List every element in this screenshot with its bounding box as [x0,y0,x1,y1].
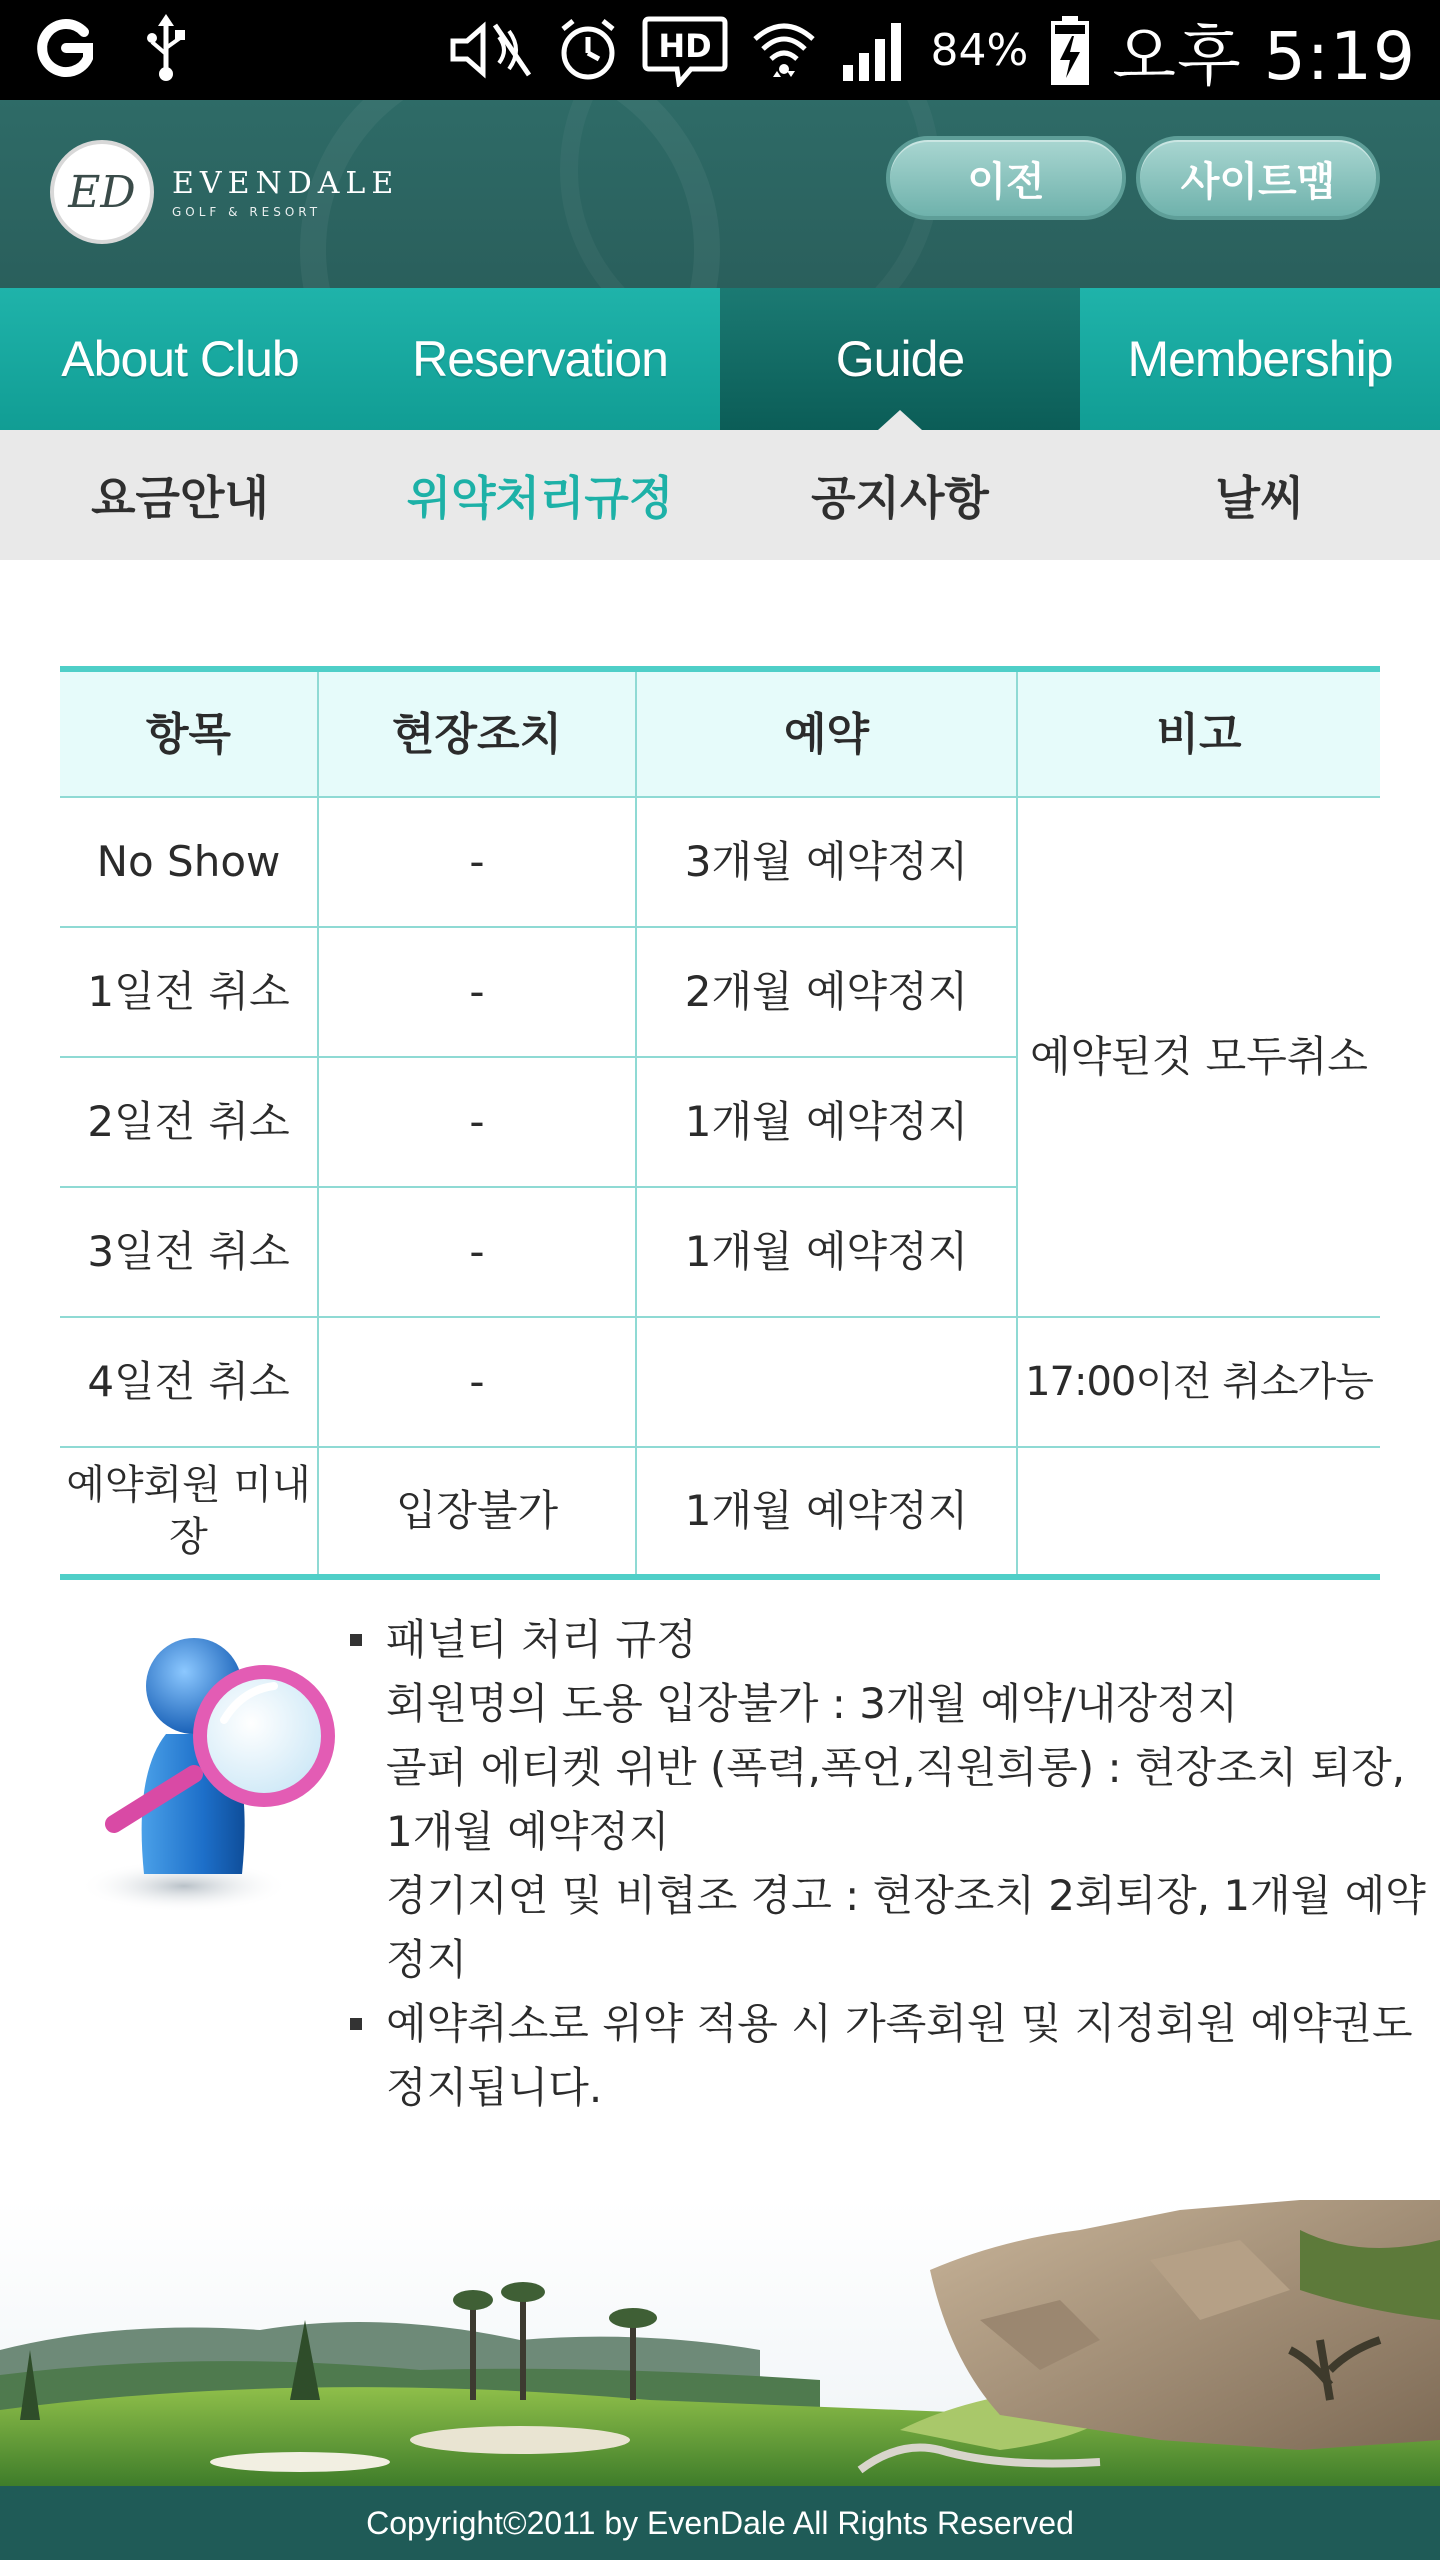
battery-percent: 84% [930,24,1029,76]
main-nav [0,288,1440,430]
cell-reservation: 1개월 예약정지 [636,1187,1017,1317]
cell-note: 17:00이전 취소가능 [1017,1317,1380,1447]
header-buttons [886,136,1380,220]
cell-onsite: - [318,1187,636,1317]
cell-item: 3일전 취소 [60,1187,318,1317]
cell-onsite: - [318,797,636,927]
cell-item: 1일전 취소 [60,927,318,1057]
tab-about-club[interactable]: About Club [61,331,299,387]
cell-note [1017,1447,1380,1577]
prev-button[interactable]: 이전 [886,136,1126,220]
col-header-item: 항목 [60,669,318,797]
subtab-fee-guide[interactable]: 요금안내 [91,471,269,525]
wifi-icon [751,15,817,85]
logo-name: EVENDALE [172,165,400,201]
clock: 오후 5:19 [1112,17,1416,95]
note-item [350,1608,1430,1992]
golf-course-landscape-image [0,2200,1440,2486]
cell-reservation: 3개월 예약정지 [636,797,1017,927]
site-header [0,100,1440,288]
note-line: 경기지연 및 비협조 경고 : 현장조치 2회퇴장, 1개월 예약정지 [386,1871,1426,1984]
svg-text:HD: HD [657,27,712,65]
mute-icon [443,17,535,83]
cell-note-merged: 예약된것 모두취소 [1017,797,1380,1317]
hd-voice-icon [641,13,729,87]
battery-charging-icon [1050,14,1090,86]
col-header-onsite: 현장조치 [318,669,636,797]
header-watermark-ring [560,100,940,288]
alarm-icon [557,17,619,83]
cell-reservation: 1개월 예약정지 [636,1057,1017,1187]
app-g-icon [34,18,96,80]
notes-list [350,1608,1430,2120]
site-logo[interactable] [50,140,399,244]
sub-nav [0,430,1440,560]
note-line: 회원명의 도용 입장불가 : 3개월 예약/내장정지 [386,1679,1239,1728]
magnifier-person-icon [74,1624,354,1914]
tab-guide[interactable]: Guide [720,288,1080,430]
col-header-note: 비고 [1017,669,1380,797]
cell-item: No Show [60,797,318,927]
logo-subtitle: GOLF & RESORT [172,204,322,219]
logo-wordmark [172,166,399,219]
cell-reservation [636,1317,1017,1447]
logo-emblem [50,140,154,244]
signal-icon [839,15,909,85]
note-line: 골퍼 에티켓 위반 (폭력,폭언,직원희롱) : 현장조치 퇴장, 1개월 예약정지 [386,1743,1406,1856]
copyright-text: Copyright©2011 by EvenDale All Rights Reserved [366,2504,1074,2541]
tab-reservation[interactable]: Reservation [412,331,668,387]
cell-item: 2일전 취소 [60,1057,318,1187]
table-row [60,797,1380,927]
status-bar [0,0,1440,100]
cell-onsite: - [318,1317,636,1447]
cell-reservation: 1개월 예약정지 [636,1447,1017,1577]
note-item [350,1992,1430,2120]
cell-item: 예약회원 미내장 [60,1447,318,1577]
tab-membership[interactable]: Membership [1127,331,1393,387]
table-header-row [60,669,1380,797]
table-row [60,1447,1380,1577]
penalty-table [60,666,1380,1580]
col-header-reservation: 예약 [636,669,1017,797]
subtab-weather[interactable]: 날씨 [1215,471,1305,525]
cell-onsite: - [318,927,636,1057]
cell-onsite: - [318,1057,636,1187]
logo-monogram: ED [68,166,136,218]
table-row [60,1317,1380,1447]
cell-item: 4일전 취소 [60,1317,318,1447]
cell-onsite: 입장불가 [318,1447,636,1577]
subtab-notices[interactable]: 공지사항 [811,471,989,525]
site-footer [0,2486,1440,2560]
sitemap-button[interactable]: 사이트맵 [1136,136,1380,220]
subtab-penalty-rules[interactable]: 위약처리규정 [406,471,674,525]
usb-icon [146,14,186,84]
note-text: 예약취소로 위약 적용 시 가족회원 및 지정회원 예약권도 정지됩니다. [386,1999,1413,2112]
note-title: 패널티 처리 규정 [386,1615,697,1664]
cell-reservation: 2개월 예약정지 [636,927,1017,1057]
